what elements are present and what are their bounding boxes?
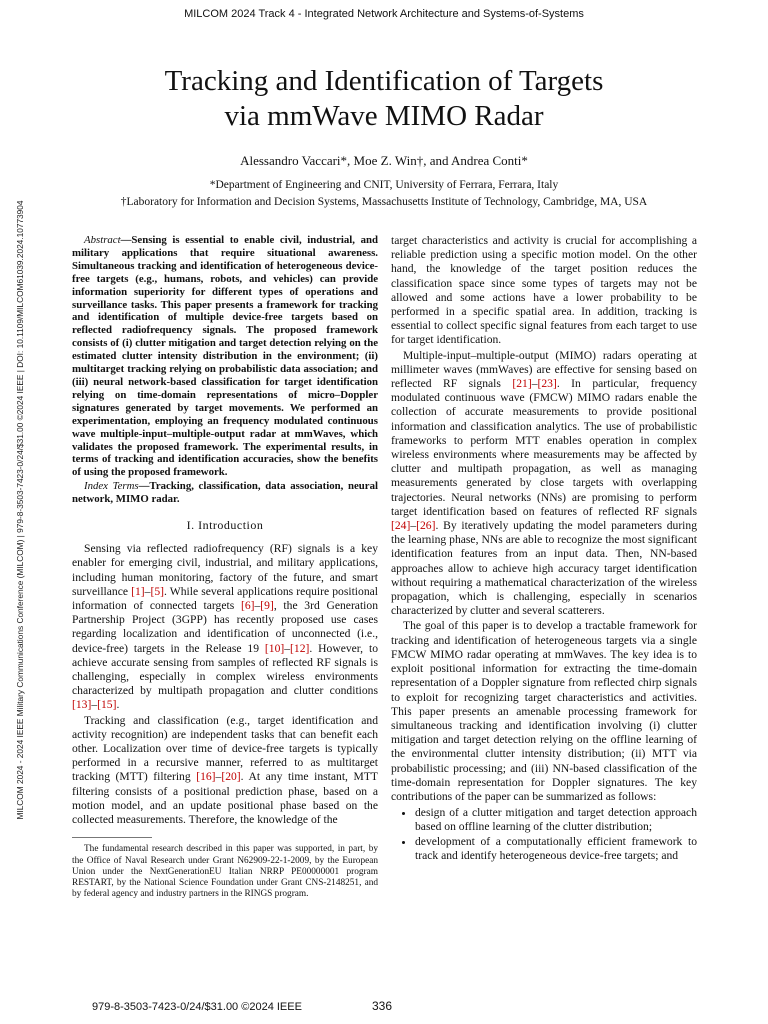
list-item: • design of a clutter mitigation and target detection approach based on offline learning of the clutter distribution;: [415, 806, 697, 834]
abstract-text: —Sensing is essential to enable civil, industrial, and military applications that require situational awareness. Simultaneous tracking and identification of heterogeneous device-free targets (e.g., humans, robots, and vehicles) can provide information superiority for different types of operations and surveillance tasks. This paper presents a framework for tracking and identification of multiple device-free targets based on reflected radiofrequency signals. The proposed framework consists of (i) clutter mitigation and target detection relying on the estimated clutter intensity distribution in the environment; (ii) multitarget tracking relying on probabilistic data association; and (iii) neural network-based classification for target identification relying on time-domain representations of micro–Doppler signatures generated by target movements. We performed an experimentation, employing an frequency modulated continuous wave multiple-input–multiple-output radar at mmWaves, which validates the proposed framework. The experimental results, in terms of tracking and identification accuracies, show the benefits of using the proposed framework.: [72, 234, 378, 479]
right-paragraph-1: target characteristics and activity is crucial for accomplishing a reliable prediction using a specific motion model. On the other hand, the knowledge of the target position reduces the classification space since some types of targets may not be allowed and some actions have a lower probability to be performed in a specific spatial area. In addition, tracking is essential to collect specific signal features from each target to use for target identification.: [391, 234, 697, 347]
citation-link[interactable]: [9]: [260, 599, 274, 613]
citation-link[interactable]: [1]: [131, 584, 145, 598]
right-paragraph-2: Multiple-input–multiple-output (MIMO) radars operating at millimeter waves (mmWaves) are effective for sensing based on reflected RF signals [21]–[23]. In particular, frequency modulated continuous wave (FMCW) MIMO radars enable the collection of accurate measurements to provide positional information and classification analytics. The use of probabilistic frameworks to perform MTT enables operation in complex wireless environments where measurements may be affected by clutter and multipath propagation, as well as managing measurements generated by close targets with overlapping trajectories. Neural networks (NNs) are promising to perform target identification based on features of reflected RF signals [24]–[26]. By iteratively updating the model parameters during the learning phase, NNs are able to recognize the most significant identification features from an input data. Then, NN-based approaches allow to achieve high accuracy target identification without requiring a mathematical characterization of the wireless propagation, which is challenging, especially in scenarios characterized by clutter and several scatterers.: [391, 348, 697, 618]
affiliation-1: *Department of Engineering and CNIT, University of Ferrara, Ferrara, Italy: [209, 179, 559, 191]
citation-link[interactable]: [20]: [221, 770, 241, 784]
section-heading-introduction: I. Introduction: [186, 518, 264, 533]
page-number: 336: [372, 999, 393, 1013]
intro-paragraph-2: Tracking and classification (e.g., target identification and activity recognition) are independent tasks that can benefit each other. Localization over time of device-free targets is typically performed in a recursive manner, referred to as multitarget tracking (MTT) filtering [16]–[20]. At any time instant, MTT filtering consists of a positional prediction phase, based on a motion model, and an update positional phase based on the collected measurements. Therefore, the knowledge of the: [72, 713, 378, 827]
citation-link[interactable]: [26]: [416, 519, 436, 533]
abstract: [72, 234, 378, 506]
citation-link[interactable]: [15]: [97, 698, 117, 712]
index-terms-text: —Tracking, classification, data association, neural network, MIMO radar.: [72, 480, 378, 506]
citation-link[interactable]: [23]: [537, 377, 557, 391]
left-column: [72, 234, 378, 900]
doi-sidebar-text: MILCOM 2024 - 2024 IEEE Military Communications Conference (MILCOM) | 979-8-3503-7423-0/24/$31.00 ©2024 IEEE | DOI: 10.1109/MILCOM61039.2024.10773904: [15, 200, 25, 820]
citation-link[interactable]: [16]: [196, 770, 216, 784]
intro-paragraph-1: Sensing via reflected radiofrequency (RF) signals is a key enabler for emerging civil, industrial, and military applications, including human monitoring, factory of the future, and smart surveillance [1]–[5]. While several applications require positional information of connected targets [6]–[9], the 3rd Generation Partnership Project (3GPP) has recently proposed use cases regarding localization and identification of unconnected (i.e., device-free) targets in the Release 19 [10]–[12]. However, to achieve accurate sensing from samples of reflected RF signals is challenging, especially in complex wireless environments characterized by multipath propagation and clutter conditions [13]–[15].: [72, 542, 378, 712]
footnote-divider: [72, 837, 152, 838]
citation-link[interactable]: [21]: [512, 377, 532, 391]
doi-sidebar: [12, 150, 28, 870]
footer-isbn: 979-8-3503-7423-0/24/$31.00 ©2024 IEEE: [92, 1001, 302, 1013]
funding-footnote: The fundamental research described in this paper was supported, in part, by the Office of Naval Research under Grant N62909-22-1-2009, by the European Union under the NextGenerationEU Italian NRRP PE00000001 program RESTART, by the National Science Foundation under Grant CNS-2148251, and by federal agency and industry partners in the RINGS program.: [72, 844, 378, 900]
citation-link[interactable]: [24]: [391, 519, 411, 533]
right-column: [391, 234, 697, 863]
right-paragraph-3: The goal of this paper is to develop a tractable framework for tracking and identification of heterogeneous targets via a single FMCW MIMO radar operating at mmWaves. The key idea is to exploit positional information for extracting the time-domain representation of a Doppler signature from reflected chirp signals to exploit for recognizing target characteristics and activities. This paper presents an amenable processing framework for simultaneous tracking and identification involving (i) clutter mitigation and target detection relying on the offline learning of the environmental clutter intensity distribution; (ii) MTT via probabilistic processing; and (iii) NN-based classification of the time-domain representation for Doppler signatures. The key contributions of the paper can be summarized as follows:: [391, 619, 697, 803]
citation-link[interactable]: [6]: [240, 599, 255, 613]
affiliation-2: †Laboratory for Information and Decision Systems, Massachusetts Institute of Technology, Cambridge, MA, USA: [120, 196, 648, 208]
abstract-label: Abstract: [84, 234, 121, 246]
title-line-1: Tracking and Identification of Targets: [164, 65, 604, 97]
conference-header: MILCOM 2024 Track 4 - Integrated Network Architecture and Systems-of-Systems: [184, 8, 584, 20]
paper-title: [0, 64, 768, 134]
list-item: • development of a computationally efficient framework to track and identify heterogeneous device-free targets; and: [415, 835, 697, 863]
contributions-list: [391, 806, 697, 863]
citation-link[interactable]: [13]: [72, 698, 92, 712]
title-line-2: via mmWave MIMO Radar: [224, 100, 544, 132]
citation-link[interactable]: [5]: [150, 584, 164, 598]
citation-link[interactable]: [12]: [290, 641, 310, 655]
citation-link[interactable]: [10]: [264, 641, 285, 655]
index-terms-label: Index Terms: [84, 480, 139, 493]
author-list: Alessandro Vaccari*, Moe Z. Win†, and Andrea Conti*: [240, 153, 528, 168]
